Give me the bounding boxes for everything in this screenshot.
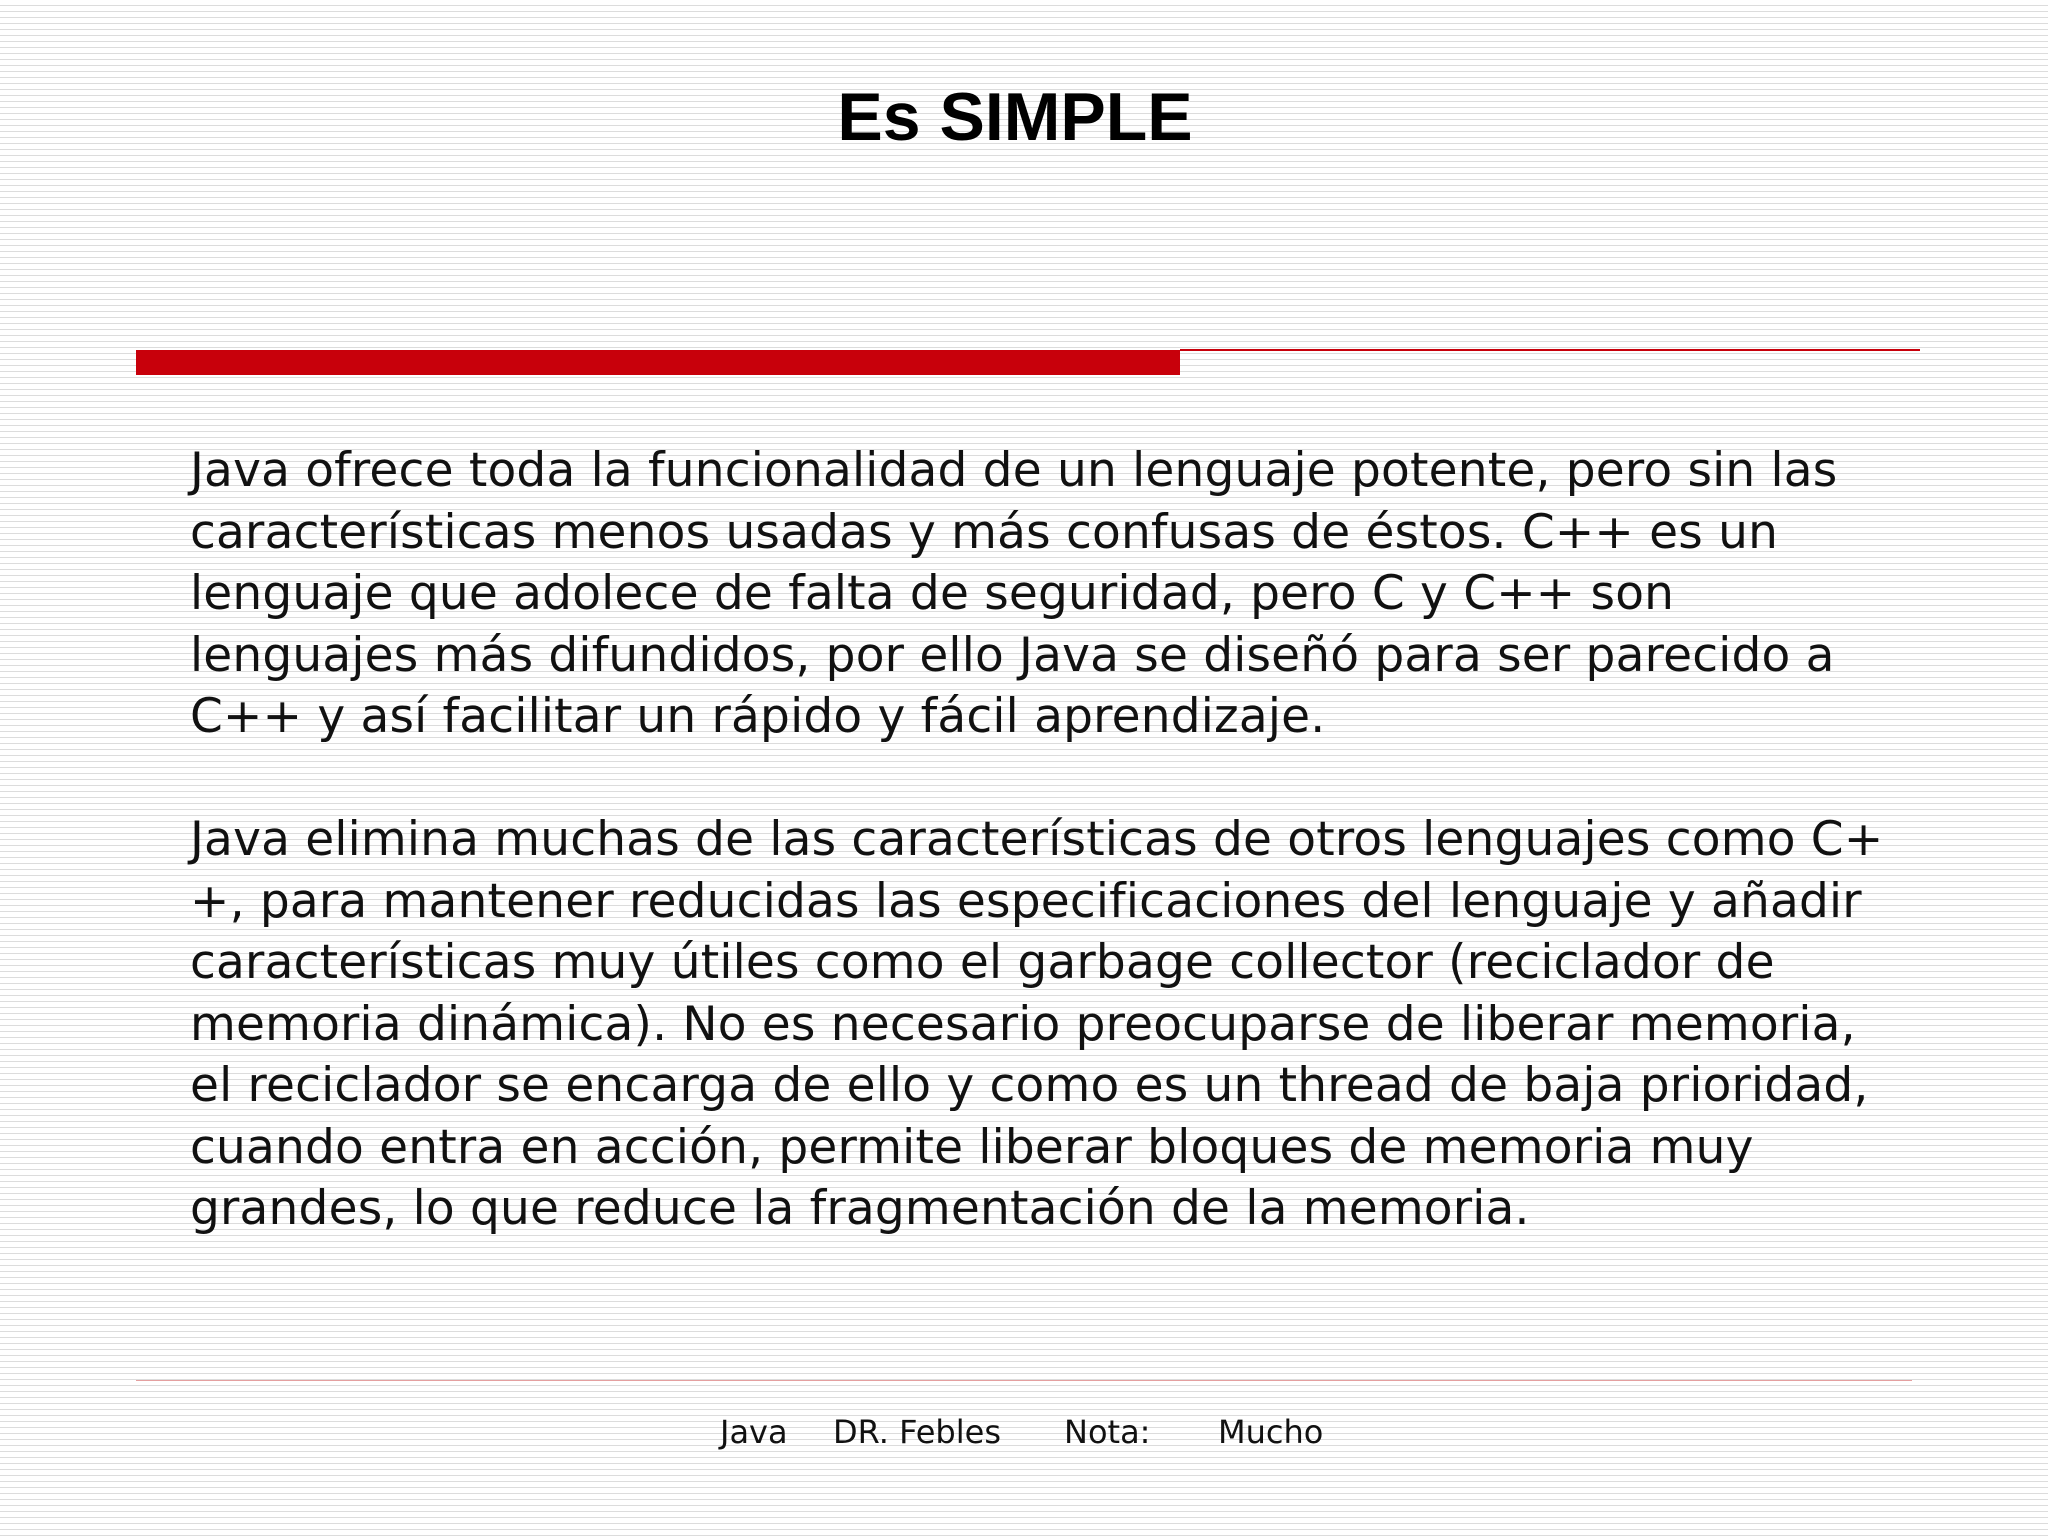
footer-divider bbox=[136, 1380, 1912, 1381]
footer-nota-value: Mucho bbox=[1218, 1413, 1324, 1451]
footer-author: DR. Febles bbox=[833, 1413, 1001, 1451]
body-paragraph-1: Java ofrece toda la funcionalidad de un lenguaje potente, pero sin las características menos usadas y más confusas de éstos. C++ es un lenguaje que adolece de falta de seguridad, pero C y C++ son lenguajes más difundidos, por ello Java se diseñó para ser parecido a C++ y así facilitar un rápido y fácil aprendizaje. bbox=[190, 443, 1838, 744]
title-underline-thin bbox=[1180, 349, 1920, 351]
slide-body bbox=[190, 440, 2030, 1240]
title-underline-thick bbox=[136, 350, 1180, 375]
footer-nota-label: Nota: bbox=[1064, 1413, 1151, 1451]
slide-title: Es SIMPLE bbox=[837, 79, 1193, 155]
body-paragraph-2: Java elimina muchas de las características de otros lenguajes como C+ +, para mantener reducidas las especificaciones del lenguaje y añadir características muy útiles como el garbage collector (reciclador de memoria dinámica). No es necesario preocuparse de liberar memoria, el reciclador se encarga de ello y como es un thread de baja prioridad, cuando entra en acción, permite liberar bloques de memoria muy grandes, lo que reduce la fragmentación de la memoria. bbox=[190, 812, 1884, 1236]
footer-course: Java bbox=[720, 1413, 788, 1451]
